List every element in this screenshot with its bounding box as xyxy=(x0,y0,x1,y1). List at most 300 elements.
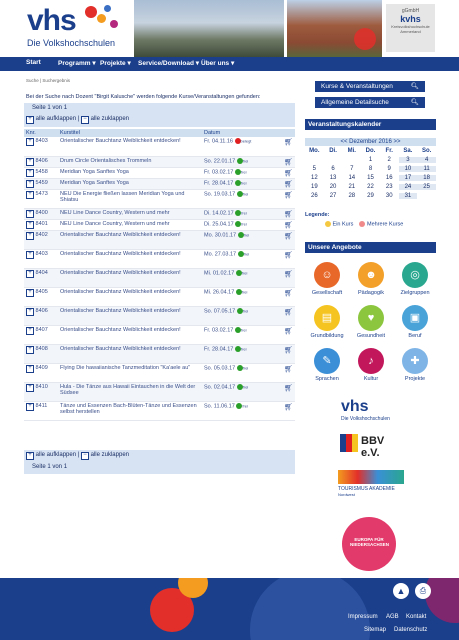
calendar-day[interactable]: 16 xyxy=(385,175,393,181)
cart-icon[interactable]: 🛒︎ xyxy=(284,139,293,146)
kvhs-line-2: Kreisvolkshochschule xyxy=(391,24,430,29)
expand-row-icon[interactable]: + xyxy=(26,365,34,373)
calendar-day[interactable]: 31 xyxy=(399,193,418,199)
nav-programm[interactable]: Programm ▾ xyxy=(58,60,96,67)
header-photos xyxy=(134,0,459,57)
table-body xyxy=(24,137,295,420)
title-cell[interactable] xyxy=(58,306,202,325)
angebote-title: Unsere Angebote xyxy=(305,242,436,253)
table-row[interactable] xyxy=(24,167,295,178)
collapse-all-icon[interactable]: − xyxy=(81,452,89,460)
cart-icon[interactable]: 🛒︎ xyxy=(284,158,293,166)
status-label: frei xyxy=(242,157,249,163)
cart-icon[interactable]: 🛒︎ xyxy=(284,289,293,297)
detail-search-label: Allgemeine Detailsuche xyxy=(321,99,389,106)
knr-cell xyxy=(24,167,58,178)
knr-cell xyxy=(24,156,58,167)
status-label: frei xyxy=(242,190,249,196)
table-row[interactable] xyxy=(24,268,295,287)
cart-icon[interactable]: 🛒︎ xyxy=(284,232,293,240)
course-title[interactable]: Orientalischer Bauchtanz Weiblichkeit entdecken! xyxy=(60,231,181,238)
date-cell xyxy=(202,137,295,156)
knr-value: 8409 xyxy=(35,364,48,371)
date-day: Fr. xyxy=(204,345,211,352)
calendar-day[interactable]: 6 xyxy=(331,166,335,172)
detail-search-button[interactable] xyxy=(315,97,425,108)
courses-events-button[interactable] xyxy=(315,81,425,92)
angebot-label: Kultur xyxy=(363,376,379,382)
calendar-weekday: Fr. xyxy=(385,148,393,154)
status-label: frei xyxy=(241,269,248,275)
footer-link-datenschutz[interactable]: Datenschutz xyxy=(394,627,428,633)
expand-row-icon[interactable]: + xyxy=(26,289,34,297)
title-cell[interactable] xyxy=(58,249,202,268)
knr-cell xyxy=(24,363,58,382)
table-row[interactable] xyxy=(24,344,295,363)
date-cell xyxy=(202,208,295,219)
angebot-kultur[interactable] xyxy=(351,348,391,382)
expand-row-icon[interactable]: + xyxy=(26,158,34,166)
table-row[interactable] xyxy=(24,325,295,344)
title-cell[interactable] xyxy=(58,178,202,189)
puzzle-icon: ✚ xyxy=(402,348,428,374)
logo-text: vhs xyxy=(27,4,76,37)
cart-icon[interactable]: 🛒︎ xyxy=(284,251,293,259)
calendar-day[interactable]: 4 xyxy=(417,157,436,163)
legend-one-label: Ein Kurs xyxy=(332,221,354,228)
partner-europa-text: EUROPA FÜR NIEDERSACHSEN xyxy=(350,537,390,547)
course-title[interactable]: Meridian Yoga Sanftes Yoga xyxy=(60,168,129,175)
calendar-day[interactable]: 8 xyxy=(368,166,373,172)
footer-link-sitemap[interactable]: Sitemap xyxy=(364,627,387,633)
knr-cell xyxy=(24,178,58,189)
title-cell[interactable] xyxy=(58,137,202,156)
date-cell xyxy=(202,382,295,401)
expand-all-icon[interactable]: + xyxy=(26,116,34,124)
angebot-gesundheit[interactable] xyxy=(351,305,391,339)
calendar-day xyxy=(417,193,436,199)
cart-icon[interactable]: 🛒︎ xyxy=(284,270,293,278)
expand-row-icon[interactable]: + xyxy=(26,138,34,146)
kvhs-line-3: Ammerland xyxy=(400,29,421,34)
title-cell[interactable] xyxy=(58,189,202,208)
title-cell[interactable] xyxy=(58,167,202,178)
legend-one-dot xyxy=(325,221,331,227)
knr-value: 8406 xyxy=(35,157,48,164)
date-value: 27.03.17 xyxy=(214,250,237,257)
expand-all-link[interactable]: alle aufklappen xyxy=(35,116,77,122)
date-day: Di. xyxy=(204,209,211,216)
col-title[interactable]: Kurstitel xyxy=(58,129,202,137)
expand-row-icon[interactable]: + xyxy=(26,384,34,392)
cart-icon[interactable]: 🛒︎ xyxy=(284,221,293,229)
date-cell xyxy=(202,249,295,268)
expand-row-icon[interactable]: + xyxy=(26,403,34,411)
course-title[interactable]: NEU Die Energie fließen lassen Meridian Yoga und Shiatsu xyxy=(60,190,185,203)
calendar-day[interactable]: 27 xyxy=(329,193,337,199)
knr-cell xyxy=(24,287,58,306)
course-title[interactable]: Orientalischer Bauchtanz Weiblichkeit entdecken! xyxy=(60,307,181,314)
knr-value: 8404 xyxy=(35,269,48,276)
date-value: 28.04.17 xyxy=(211,345,234,352)
course-title[interactable]: Orientalischer Bauchtanz Weiblichkeit entdecken! xyxy=(60,326,181,333)
course-title[interactable]: Orientalischer Bauchtanz Weiblichkeit entdecken! xyxy=(60,345,181,352)
knr-value: 8400 xyxy=(35,209,48,216)
title-cell[interactable] xyxy=(58,382,202,401)
search-intro: Bei der Suche nach Dozent "Birgit Kalusche" werden folgende Kurse/Veranstaltungen gefunden: xyxy=(26,94,261,100)
date-value: 04.11.16 xyxy=(211,138,233,145)
course-title[interactable]: Orientalischer Bauchtanz Weiblichkeit entdecken! xyxy=(60,250,181,257)
calendar-day[interactable]: 11 xyxy=(417,166,436,172)
cart-icon[interactable]: 🛒︎ xyxy=(284,180,293,188)
date-cell xyxy=(202,178,295,189)
briefcase-icon: ▣ xyxy=(402,305,428,331)
date-value: 22.01.17 xyxy=(213,157,236,164)
kvhs-line-1: kvhs xyxy=(400,14,421,24)
status-label: frei xyxy=(240,168,247,174)
calendar-day[interactable]: 29 xyxy=(367,193,374,199)
calendar-day[interactable]: 19 xyxy=(311,184,318,190)
calendar-day[interactable]: 26 xyxy=(311,193,318,199)
status-label: frei xyxy=(242,364,249,370)
date-day: Fr. xyxy=(204,168,211,175)
date-day: So. xyxy=(204,157,213,164)
title-cell[interactable] xyxy=(58,363,202,382)
pager-bottom-panel xyxy=(24,450,295,474)
angebot-label: Grundbildung xyxy=(310,333,344,339)
heart-icon: ♥ xyxy=(358,305,384,331)
status-label: frei xyxy=(241,220,247,226)
pager-top-panel xyxy=(24,103,295,127)
head-icon: ☻ xyxy=(358,262,384,288)
angebot-gesellschaft[interactable] xyxy=(307,262,347,296)
knr-value: 8403 xyxy=(35,250,48,257)
course-title[interactable]: Orientalischer Bauchtanz Weiblichkeit entdecken! xyxy=(60,269,181,276)
partner-bbv-text: BBV e.V. xyxy=(361,435,385,459)
table-row[interactable] xyxy=(24,401,295,420)
cart-icon[interactable]: 🛒︎ xyxy=(284,403,293,411)
calendar-day[interactable]: 18 xyxy=(417,175,436,181)
angebot-sprachen[interactable] xyxy=(307,348,347,382)
knr-value: 5473 xyxy=(35,190,48,197)
table-row[interactable] xyxy=(24,219,295,230)
date-day: Mi. xyxy=(204,269,212,276)
kvhs-logo[interactable] xyxy=(382,0,459,57)
cart-icon[interactable]: 🛒︎ xyxy=(284,346,293,354)
knr-cell xyxy=(24,208,58,219)
tourismus-mark xyxy=(338,470,404,484)
calendar-day[interactable]: 28 xyxy=(348,193,356,199)
angebot-grundbildung[interactable] xyxy=(307,305,347,339)
date-value: 03.02.17 xyxy=(211,168,234,175)
expand-collapse-bottom: + alle aufklappen | − alle zuklappen xyxy=(26,452,129,460)
kvhs-line-0: gGmbH xyxy=(401,8,420,14)
date-day: Di. xyxy=(204,220,211,227)
status-label: frei xyxy=(243,231,250,237)
calendar-day[interactable]: 1 xyxy=(368,157,373,163)
expand-row-icon[interactable]: + xyxy=(26,221,34,229)
expand-row-icon[interactable]: + xyxy=(26,191,34,199)
title-cell[interactable] xyxy=(58,401,202,420)
angebot-beruf[interactable] xyxy=(395,305,435,339)
date-day: Mo. xyxy=(204,231,214,238)
mask-icon: ♪ xyxy=(358,348,384,374)
date-value: 28.04.17 xyxy=(211,179,234,186)
date-day: So. xyxy=(204,307,213,314)
pager-top: Seite 1 von 1 xyxy=(32,105,68,111)
expand-row-icon[interactable]: + xyxy=(26,308,34,316)
date-cell xyxy=(202,167,295,178)
title-cell[interactable] xyxy=(58,219,202,230)
main-nav xyxy=(0,57,459,71)
logo-dot-orange xyxy=(97,14,106,23)
footer-dot-light xyxy=(250,578,370,640)
kvhs-box xyxy=(386,4,435,52)
status-label: belegt xyxy=(240,138,252,144)
partner-bbv-logo[interactable] xyxy=(340,432,400,459)
cart-icon[interactable]: 🛒︎ xyxy=(284,308,293,316)
calendar-day[interactable]: 10 xyxy=(399,166,418,172)
calendar-weekday: Di. xyxy=(329,148,337,154)
bbv-flag xyxy=(340,434,358,452)
status-label: frei xyxy=(241,288,248,294)
calendar-day xyxy=(342,157,361,163)
partner-tourismus-text: TOURISMUS AKADEMIE xyxy=(338,486,395,492)
date-cell xyxy=(202,189,295,208)
cart-icon[interactable]: 🛒︎ xyxy=(284,169,293,177)
knr-value: 8410 xyxy=(35,383,48,390)
date-day: Mo. xyxy=(204,250,214,257)
title-cell[interactable] xyxy=(58,344,202,363)
calendar-day[interactable]: 25 xyxy=(417,184,436,190)
calendar-day[interactable]: 17 xyxy=(399,175,418,181)
title-cell[interactable] xyxy=(58,230,202,249)
course-title[interactable]: Drum Circle Orientalisches Trommeln xyxy=(60,157,152,164)
legend-title: Legende: xyxy=(305,212,330,218)
date-value: 07.05.17 xyxy=(213,307,236,314)
date-day: So. xyxy=(204,402,213,409)
knr-value: 8408 xyxy=(35,345,48,352)
book-icon: ▤ xyxy=(314,305,340,331)
cart-icon[interactable]: 🛒︎ xyxy=(284,210,293,218)
logo-dot-blue xyxy=(104,5,111,12)
calendar-day[interactable]: 14 xyxy=(348,175,356,181)
table-row[interactable] xyxy=(24,249,295,268)
date-day: Fr. xyxy=(204,179,211,186)
calendar-day[interactable]: 21 xyxy=(348,184,356,190)
expand-row-icon[interactable]: + xyxy=(26,251,34,259)
calendar-day[interactable]: 15 xyxy=(367,175,374,181)
partner-vhs-sub: Die Volkshochschulen xyxy=(341,416,390,422)
logo-dot-red xyxy=(85,6,97,18)
course-title[interactable]: Hula - Die Tänze aus Hawaii Eintauchen in die Welt der Südsee xyxy=(60,383,196,396)
calendar-day[interactable]: 9 xyxy=(387,166,391,172)
table-row[interactable] xyxy=(24,178,295,189)
course-title[interactable]: Flying Die hawaiianische Tanzmeditation "Ka'aele au" xyxy=(60,364,191,371)
target-icon: ◎ xyxy=(402,262,428,288)
print-icon[interactable]: ⎙ xyxy=(415,583,431,599)
calendar-title: Veranstaltungskalender xyxy=(305,119,436,130)
search-icon: 🔍︎ xyxy=(410,99,419,106)
knr-value: 8402 xyxy=(35,231,48,238)
cart-icon[interactable]: 🛒︎ xyxy=(284,327,293,335)
table-header-row xyxy=(24,129,295,137)
speech-icon: ✎ xyxy=(314,348,340,374)
status-label: frei xyxy=(241,209,247,215)
course-title[interactable]: NEU Line Dance Country, Western und mehr xyxy=(60,209,170,216)
nav-projekte[interactable]: Projekte ▾ xyxy=(100,60,131,67)
date-day: Mi. xyxy=(204,288,212,295)
date-day: Fr. xyxy=(204,138,211,145)
table-row[interactable] xyxy=(24,137,295,156)
expand-row-icon[interactable]: + xyxy=(26,327,34,335)
footer-link-agb[interactable]: AGB xyxy=(386,614,399,620)
partner-tourismus-logo[interactable] xyxy=(338,470,404,497)
calendar-day[interactable]: 30 xyxy=(385,193,393,199)
expand-row-icon[interactable]: + xyxy=(26,169,34,177)
expand-all-link[interactable]: alle aufklappen xyxy=(35,452,77,458)
title-cell[interactable] xyxy=(58,208,202,219)
cart-icon[interactable]: 🛒︎ xyxy=(284,191,293,199)
search-icon: 🔍︎ xyxy=(410,83,419,90)
title-cell[interactable] xyxy=(58,287,202,306)
expand-row-icon[interactable]: + xyxy=(26,232,34,240)
date-cell xyxy=(202,306,295,325)
expand-row-icon[interactable]: + xyxy=(26,270,34,278)
photo-dot-red xyxy=(354,28,376,50)
partner-vhs-text: vhs xyxy=(341,398,369,415)
calendar-weekday: Mi. xyxy=(347,148,356,154)
table-row[interactable] xyxy=(24,230,295,249)
angebot-label: Gesundheit xyxy=(356,333,386,339)
footer-link-impressum[interactable]: Impressum xyxy=(348,614,378,620)
breadcrumb: Suche | Suchergebnis xyxy=(26,78,70,83)
date-cell xyxy=(202,287,295,306)
course-title[interactable]: Orientalischer Bauchtanz Weiblichkeit entdecken! xyxy=(60,138,181,144)
knr-cell xyxy=(24,306,58,325)
angebot-projekte[interactable] xyxy=(395,348,435,382)
calendar-day[interactable]: 2 xyxy=(387,157,391,163)
col-date[interactable]: Datum xyxy=(202,129,295,137)
course-title[interactable]: Tänze und Essenzen Bach-Blüten-Tänze und Essenzen selbst herstellen xyxy=(60,402,197,415)
knr-cell xyxy=(24,249,58,268)
calendar-day[interactable]: 24 xyxy=(399,184,418,190)
nav-start[interactable]: Start xyxy=(26,59,41,66)
partner-tourismus-sub: Nordwest xyxy=(338,492,355,497)
table-row[interactable] xyxy=(24,306,295,325)
logo-dot-purple xyxy=(110,20,118,28)
footer-link-kontakt[interactable]: Kontakt xyxy=(406,614,427,620)
angebot-pädagogik[interactable] xyxy=(351,262,391,296)
calendar-day[interactable]: 23 xyxy=(385,184,393,190)
status-label: frei xyxy=(242,307,249,313)
status-label: frei xyxy=(243,250,250,256)
date-value: 25.04.17 xyxy=(212,220,234,227)
calendar-day[interactable]: 12 xyxy=(311,175,318,181)
calendar-legend xyxy=(305,212,436,227)
partner-europa-logo[interactable] xyxy=(342,517,396,571)
title-cell[interactable] xyxy=(58,156,202,167)
collapse-all-icon[interactable]: − xyxy=(81,116,89,124)
date-cell xyxy=(202,401,295,420)
calendar-month-nav[interactable]: << Dezember 2016 >> xyxy=(305,138,436,146)
status-label: frei xyxy=(240,326,247,332)
knr-cell xyxy=(24,219,58,230)
calendar-grid xyxy=(305,148,436,199)
status-label: frei xyxy=(240,345,247,351)
course-title[interactable]: Meridian Yoga Sanftes Yoga xyxy=(60,179,129,186)
calendar xyxy=(305,136,436,199)
cart-icon[interactable]: 🛒︎ xyxy=(284,365,293,373)
collapse-all-link[interactable]: alle zuklappen xyxy=(90,116,129,122)
legend-many-label: Mehrere Kurse xyxy=(366,221,404,228)
date-day: Fr. xyxy=(204,326,211,333)
expand-row-icon[interactable]: + xyxy=(26,346,34,354)
nav-service[interactable]: Service/Download ▾ xyxy=(138,60,200,67)
angebot-label: Zielgruppen xyxy=(400,290,430,296)
calendar-day[interactable]: 5 xyxy=(312,166,317,172)
knr-value: 8401 xyxy=(35,220,48,227)
table-row[interactable] xyxy=(24,287,295,306)
legend-items xyxy=(305,221,436,227)
calendar-day xyxy=(324,157,343,163)
date-value: 30.01.17 xyxy=(214,231,237,238)
calendar-day[interactable]: 7 xyxy=(350,166,354,172)
angebot-zielgruppen[interactable] xyxy=(395,262,435,296)
date-cell xyxy=(202,156,295,167)
calendar-weekday: Mo. xyxy=(309,148,320,154)
table-row[interactable] xyxy=(24,363,295,382)
date-cell xyxy=(202,344,295,363)
collapse-all-link[interactable]: alle zuklappen xyxy=(90,452,129,458)
table-row[interactable] xyxy=(24,189,295,208)
date-day: So. xyxy=(204,364,213,371)
logo-subtitle: Die Volkshochschulen xyxy=(27,38,116,48)
people-icon: ☺ xyxy=(314,262,340,288)
legend-many-dot xyxy=(359,221,365,227)
table-row[interactable] xyxy=(24,208,295,219)
title-cell[interactable] xyxy=(58,325,202,344)
footer-dot-pink xyxy=(425,578,459,623)
title-cell[interactable] xyxy=(58,268,202,287)
calendar-day[interactable]: 20 xyxy=(329,184,337,190)
expand-row-icon[interactable]: + xyxy=(26,180,34,188)
expand-all-icon[interactable]: + xyxy=(26,452,34,460)
knr-value: 8411 xyxy=(35,402,48,409)
course-title[interactable]: Orientalischer Bauchtanz Weiblichkeit entdecken! xyxy=(60,288,181,295)
calendar-day[interactable]: 3 xyxy=(399,157,418,163)
angebot-label: Beruf xyxy=(408,333,422,339)
expand-row-icon[interactable]: + xyxy=(26,210,34,218)
vhs-logo[interactable] xyxy=(27,6,115,48)
date-value: 26.04.17 xyxy=(212,288,235,295)
cart-icon[interactable]: 🛒︎ xyxy=(284,384,293,392)
angebot-label: Projekte xyxy=(404,376,426,382)
date-cell xyxy=(202,268,295,287)
course-title[interactable]: NEU Line Dance Country, Western und mehr xyxy=(60,220,170,227)
table-row[interactable] xyxy=(24,156,295,167)
nav-ueber-uns[interactable]: Über uns ▾ xyxy=(201,60,235,67)
knr-cell xyxy=(24,189,58,208)
calendar-day[interactable]: 22 xyxy=(367,184,374,190)
status-label: frei xyxy=(240,179,247,185)
col-knr[interactable]: Knr. xyxy=(24,129,58,137)
header xyxy=(0,0,459,57)
table-row[interactable] xyxy=(24,382,295,401)
calendar-day[interactable]: 13 xyxy=(329,175,337,181)
up-arrow-icon[interactable]: ▲ xyxy=(393,583,409,599)
partner-vhs-logo[interactable] xyxy=(341,398,401,422)
